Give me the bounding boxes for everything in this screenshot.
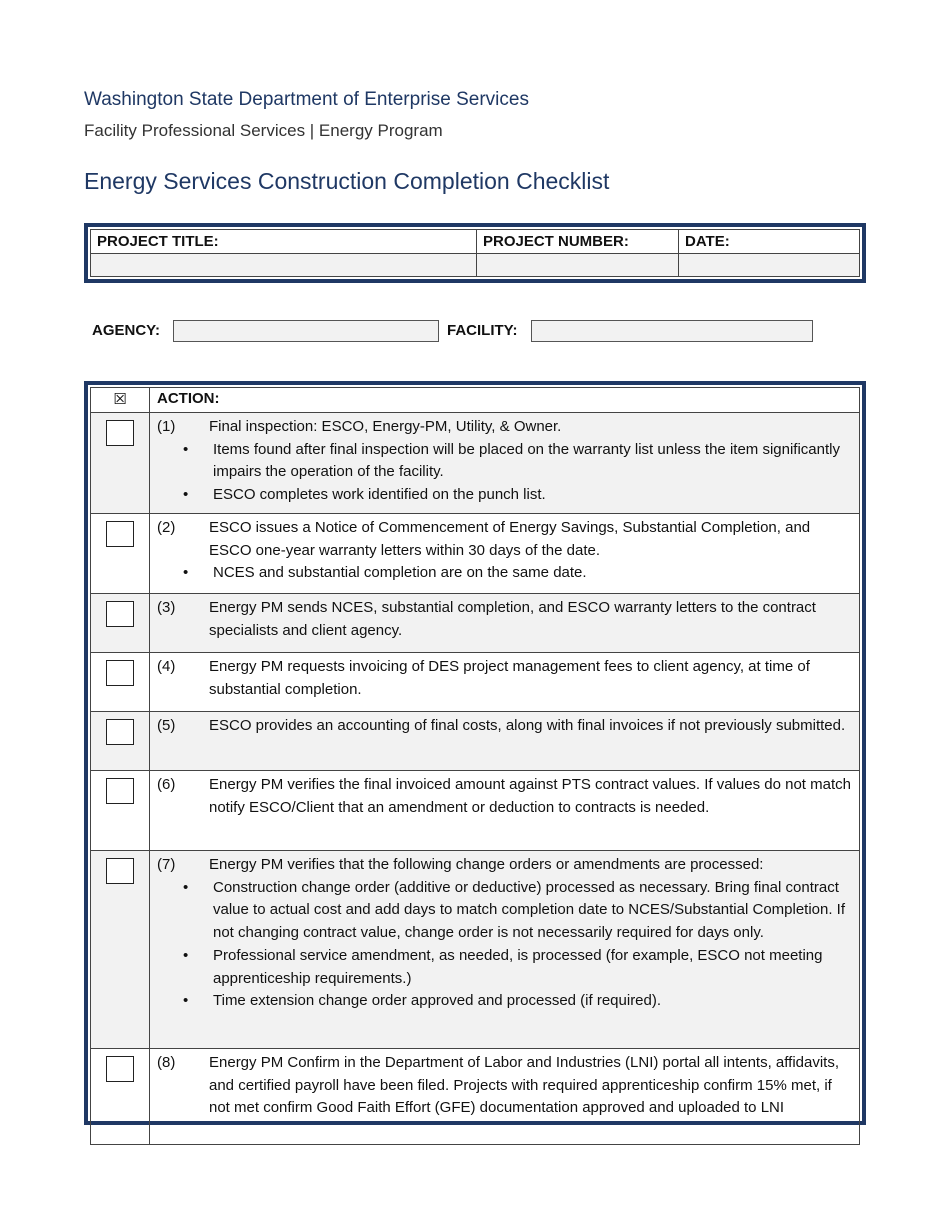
step-text: Energy PM requests invoicing of DES project management fees to client agency, at time of substantial completion. [209, 658, 810, 698]
checkbox[interactable] [106, 601, 134, 627]
bullet-text: Construction change order (additive or deductive) processed as necessary. Bring final contract value to actual cost and add days to match completion date to NCES/Substantial Completion. If not changing contract value, change order is not necessarily required for days only. [213, 878, 846, 942]
action-cell [150, 712, 860, 771]
checklist-table [84, 381, 866, 1125]
step-number: (2) [157, 519, 176, 536]
checkbox-cell [91, 514, 150, 594]
agency-field[interactable] [173, 320, 439, 342]
checklist-row [91, 653, 860, 712]
project-title-label: PROJECT TITLE: [91, 230, 477, 254]
check-column-header: ☒ [91, 388, 150, 413]
checkbox-cell [91, 851, 150, 1049]
step-number: (7) [157, 856, 176, 873]
bullet-icon: • [183, 486, 189, 504]
step-number: (3) [157, 599, 176, 616]
step-number: (8) [157, 1054, 176, 1071]
checklist-row [91, 413, 860, 514]
facility-field[interactable] [531, 320, 813, 342]
bullet-text: Professional service amendment, as needed, is processed (for example, ESCO not meeting apprenticeship requirements.) [213, 946, 823, 987]
bullet-item [157, 484, 853, 507]
checkbox-cell [91, 712, 150, 771]
step-text: ESCO issues a Notice of Commencement of Energy Savings, Substantial Completion, and ESCO one-year warranty letters within 30 days of the date. [209, 519, 811, 559]
step-text: Final inspection: ESCO, Energy-PM, Utility, & Owner. [209, 418, 562, 435]
date-label: DATE: [679, 230, 860, 254]
checklist-row [91, 514, 860, 594]
checklist-row [91, 594, 860, 653]
step-number: (6) [157, 776, 176, 793]
project-number-field[interactable] [477, 253, 679, 277]
bullet-icon: • [183, 878, 189, 896]
bullet-item [157, 562, 853, 585]
step-number: (1) [157, 418, 176, 435]
checkbox[interactable] [106, 521, 134, 547]
bullet-icon: • [183, 440, 189, 458]
checkbox[interactable] [106, 858, 134, 884]
page-title: Energy Services Construction Completion Checklist [84, 168, 610, 194]
program-subtitle: Facility Professional Services | Energy Program [84, 121, 443, 140]
bullet-text: ESCO completes work identified on the punch list. [213, 486, 546, 504]
action-cell [150, 771, 860, 851]
bullet-item [157, 990, 853, 1013]
checkbox[interactable] [106, 719, 134, 745]
action-cell [150, 413, 860, 514]
checkbox[interactable] [106, 1056, 134, 1082]
bullet-icon: • [183, 946, 189, 964]
date-field[interactable] [679, 253, 860, 277]
step-number: (5) [157, 717, 176, 734]
checklist-row [91, 712, 860, 771]
bullet-icon: • [183, 992, 189, 1010]
checkbox[interactable] [106, 778, 134, 804]
project-title-field[interactable] [91, 253, 477, 277]
checkbox-cell [91, 413, 150, 514]
project-number-label: PROJECT NUMBER: [477, 230, 679, 254]
checkbox[interactable] [106, 660, 134, 686]
project-info-table [84, 223, 866, 283]
checkbox[interactable] [106, 420, 134, 446]
action-column-header: ACTION: [150, 388, 860, 413]
checklist-row [91, 771, 860, 851]
action-cell [150, 851, 860, 1049]
bullet-item [157, 945, 853, 990]
checklist-row [91, 1049, 860, 1145]
checkbox-cell [91, 771, 150, 851]
action-cell [150, 594, 860, 653]
step-text: Energy PM sends NCES, substantial completion, and ESCO warranty letters to the contract specialists and client agency. [209, 599, 816, 639]
checklist-row [91, 851, 860, 1049]
checkbox-cell [91, 594, 150, 653]
action-cell [150, 514, 860, 594]
checkbox-cell [91, 1049, 150, 1145]
step-text: Energy PM Confirm in the Department of Labor and Industries (LNI) portal all intents, affidavits, and certified payroll have been filed. Projects with required apprenticeship confirm 15% met, if not met confirm Good Faith Effort (GFE) documentation approved and uploaded to LNI [209, 1054, 840, 1117]
bullet-text: NCES and substantial completion are on the same date. [213, 564, 587, 582]
bullet-item [157, 439, 853, 484]
agency-label: AGENCY: [92, 322, 161, 339]
bullet-text: Time extension change order approved and processed (if required). [213, 992, 662, 1010]
action-cell [150, 1049, 860, 1145]
step-text: ESCO provides an accounting of final costs, along with final invoices if not previously submitted. [209, 717, 846, 734]
step-number: (4) [157, 658, 176, 675]
facility-label: FACILITY: [447, 322, 518, 339]
bullet-item [157, 877, 853, 945]
action-cell [150, 653, 860, 712]
step-text: Energy PM verifies that the following change orders or amendments are processed: [209, 856, 764, 873]
org-name: Washington State Department of Enterprise Services [84, 89, 529, 110]
bullet-icon: • [183, 564, 189, 582]
step-text: Energy PM verifies the final invoiced amount against PTS contract values. If values do not match notify ESCO/Client that an amendment or deduction to contracts is needed. [209, 776, 851, 816]
checkbox-cell [91, 653, 150, 712]
bullet-text: Items found after final inspection will be placed on the warranty list unless the item significantly impairs the operation of the facility. [213, 440, 840, 481]
